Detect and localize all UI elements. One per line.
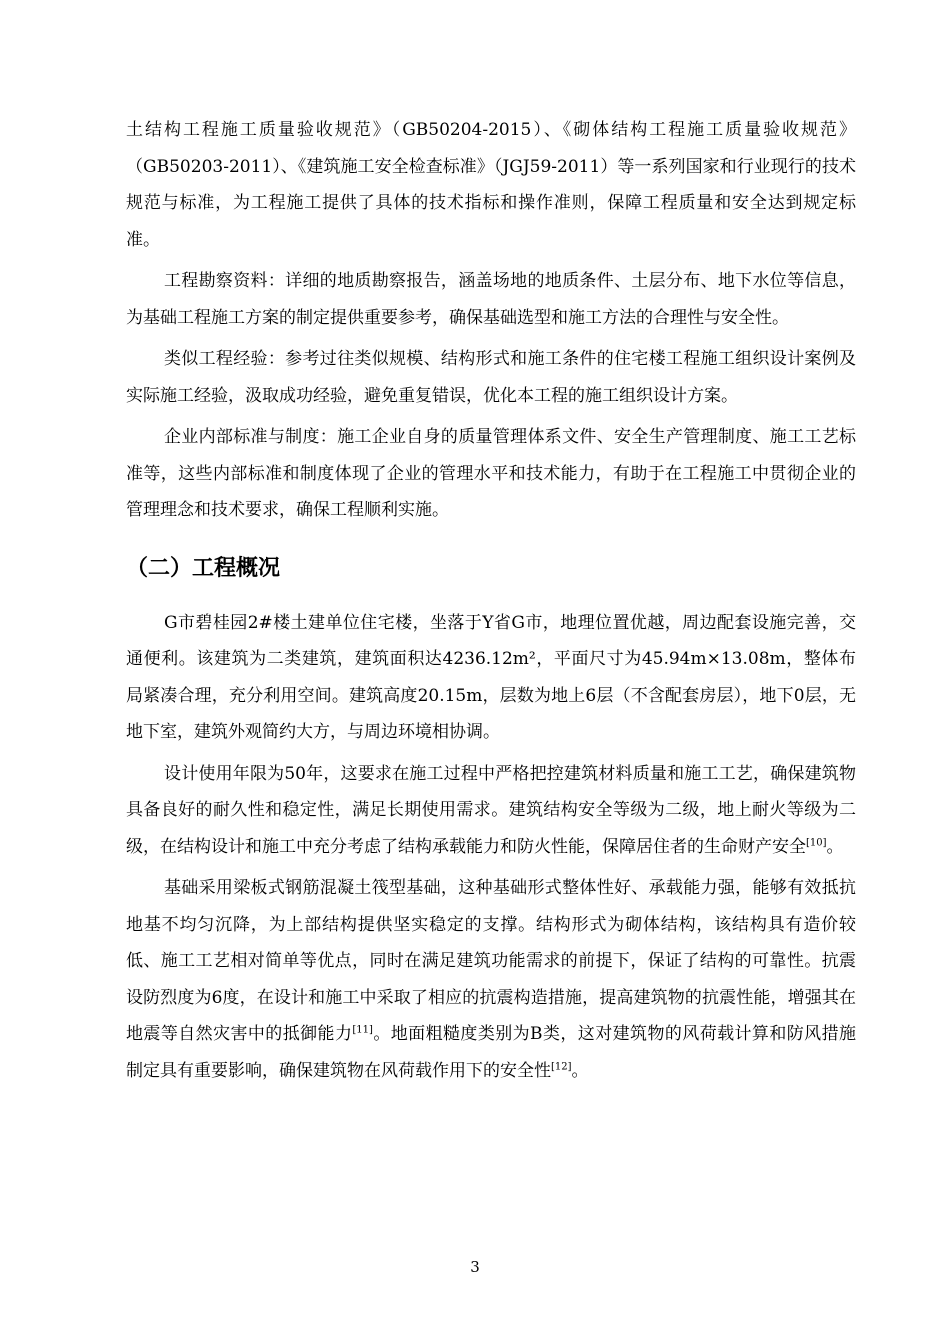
paragraph-standards: 土结构工程施工质量验收规范》（GB50204-2015）、《砌体结构工程施工质量验收规范》（GB50203-2011）、《建筑施工安全检查标准》（JGJ59-2011）等一系列国家和行业现行的技术规范与标准，为工程施工提供了具体的技术指标和操作准则，保障工程质量和安全达到规定标准。 xyxy=(126,120,856,250)
paragraph-building-overview: G市碧桂园2#楼土建单位住宅楼，坐落于Y省G市，地理位置优越，周边配套设施完善，交通便利。该建筑为二类建筑，建筑面积达4236.12m²，平面尺寸为45.94m×13.08m，整体布局紧凑合理，充分利用空间。建筑高度20.15m，层数为地上6层（不含配套房层），地下0层，无地下室，建筑外观简约大方，与周边环境相协调。 xyxy=(126,612,856,742)
paragraph-text: 。地面粗糙度类别为B类，这对建筑物的风荷载计算和防风措施制定具有重要影响，确保建筑物在风荷载作用下的安全性 xyxy=(126,1024,857,1081)
page-number: 3 xyxy=(470,1258,480,1276)
paragraph-internal-standards: 企业内部标准与制度：施工企业自身的质量管理体系文件、安全生产管理制度、施工工艺标准等，这些内部标准和制度体现了企业的管理水平和技术能力，有助于在工程施工中贯彻企业的管理理念和技术要求，确保工程顺利实施。 xyxy=(126,427,856,520)
citation-ref: [10] xyxy=(806,836,827,848)
paragraph-text: 基础采用梁板式钢筋混凝土筏型基础，这种基础形式整体性好、承载能力强，能够有效抵抗地基不均匀沉降，为上部结构提供坚实稳定的支撑。结构形式为砌体结构，该结构具有造价较低、施工工艺相对简单等优点，同时在满足建筑功能需求的前提下，保证了结构的可靠性。抗震设防烈度为6度，在设计和施工中采取了相应的抗震构造措施，提高建筑物的抗震性能，增强其在地震等自然灾害中的抵御能力 xyxy=(126,878,856,1044)
paragraph-similar-experience: 类似工程经验：参考过往类似规模、结构形式和施工条件的住宅楼工程施工组织设计案例及实际施工经验，汲取成功经验，避免重复错误，优化本工程的施工组织设计方案。 xyxy=(126,349,856,406)
paragraph-end: 。 xyxy=(571,1060,589,1081)
paragraph-design-life xyxy=(126,756,856,866)
citation-ref: [11] xyxy=(352,1024,373,1036)
section-heading: （二）工程概况 xyxy=(126,555,281,581)
paragraph-foundation xyxy=(126,870,856,1089)
citation-ref: [12] xyxy=(551,1060,572,1072)
page-content xyxy=(126,112,856,1094)
paragraph-text: 设计使用年限为50年，这要求在施工过程中严格把控建筑材料质量和施工工艺，确保建筑物具备良好的耐久性和稳定性，满足长期使用需求。建筑结构安全等级为二级，地上耐火等级为二级，在结构设计和施工中充分考虑了结构承载能力和防火性能，保障居住者的生命财产安全 xyxy=(126,763,856,857)
paragraph-survey-data: 工程勘察资料：详细的地质勘察报告，涵盖场地的地质条件、土层分布、地下水位等信息，为基础工程施工方案的制定提供重要参考，确保基础选型和施工方法的合理性与安全性。 xyxy=(126,271,856,328)
paragraph-end: 。 xyxy=(826,836,844,857)
